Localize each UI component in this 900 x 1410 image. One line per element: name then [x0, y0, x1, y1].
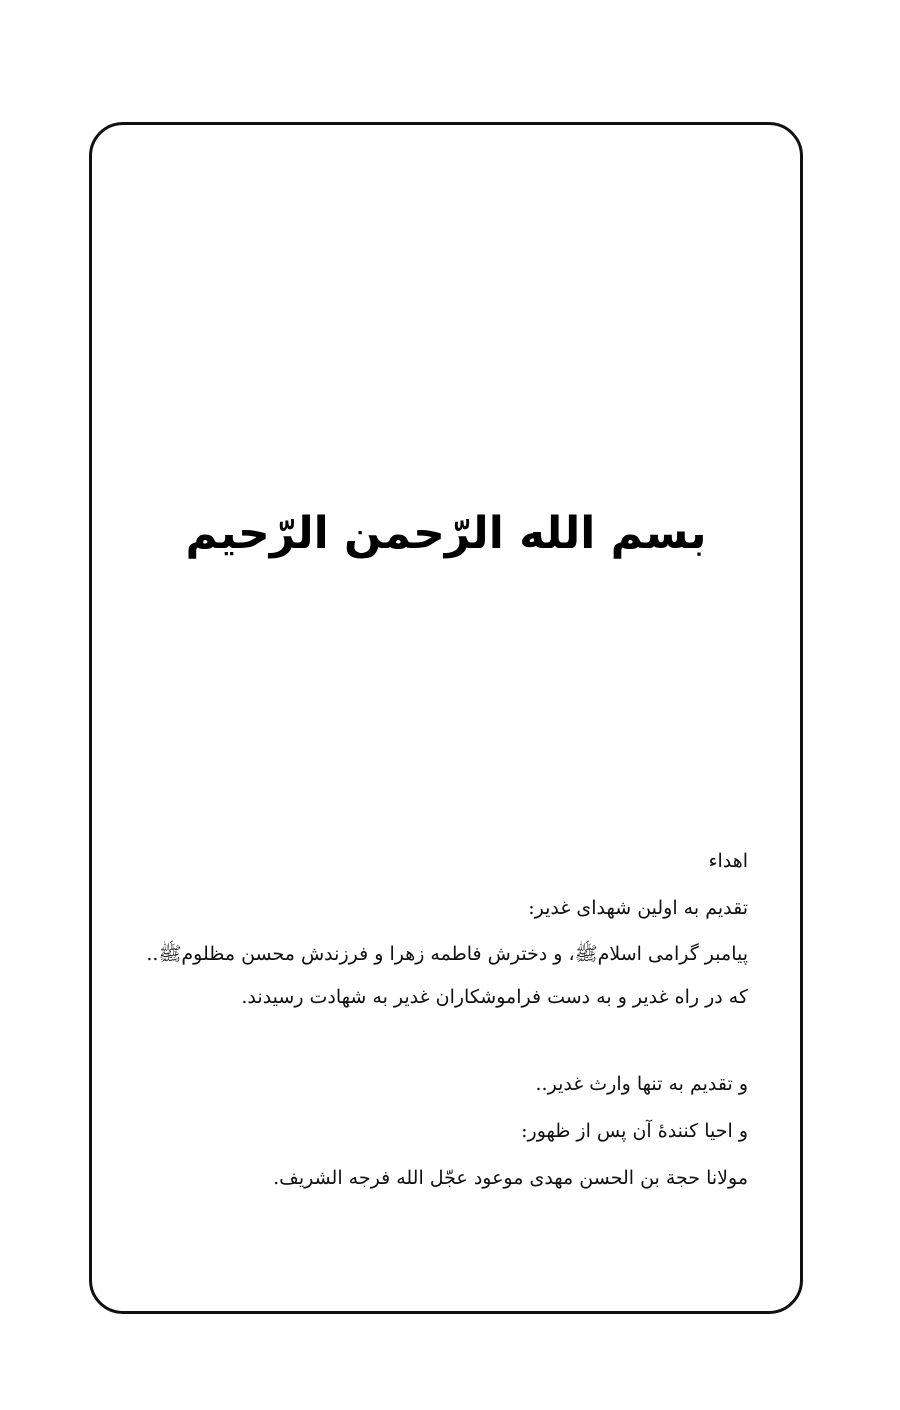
dedication-line: که در راه غدیر و به دست فراموشکاران غدیر به شهادت رسیدند. [241, 986, 748, 1008]
dedication-line: و احیا کنندهٔ آن پس از ظهور: [521, 1120, 748, 1142]
paragraph-spacer [128, 1029, 748, 1069]
dedication-line: و تقدیم به تنها وارث غدیر.. [535, 1073, 748, 1095]
dedication-block [128, 846, 748, 1210]
dedication-line: مولانا حجة بن الحسن مهدی موعود عجّل الله فرجه الشریف. [273, 1167, 748, 1189]
dedication-line: تقدیم به اولین شهدای غدیر: [528, 897, 748, 919]
basmala-heading: بسم الله الرّحمن الرّحيم [185, 508, 707, 559]
dedication-title: اهداء [708, 850, 748, 872]
dedication-line: پیامبر گرامی اسلامﷺ، و دخترش فاطمه زهرا و فرزندش محسن مظلومﷺ.. [146, 943, 748, 965]
